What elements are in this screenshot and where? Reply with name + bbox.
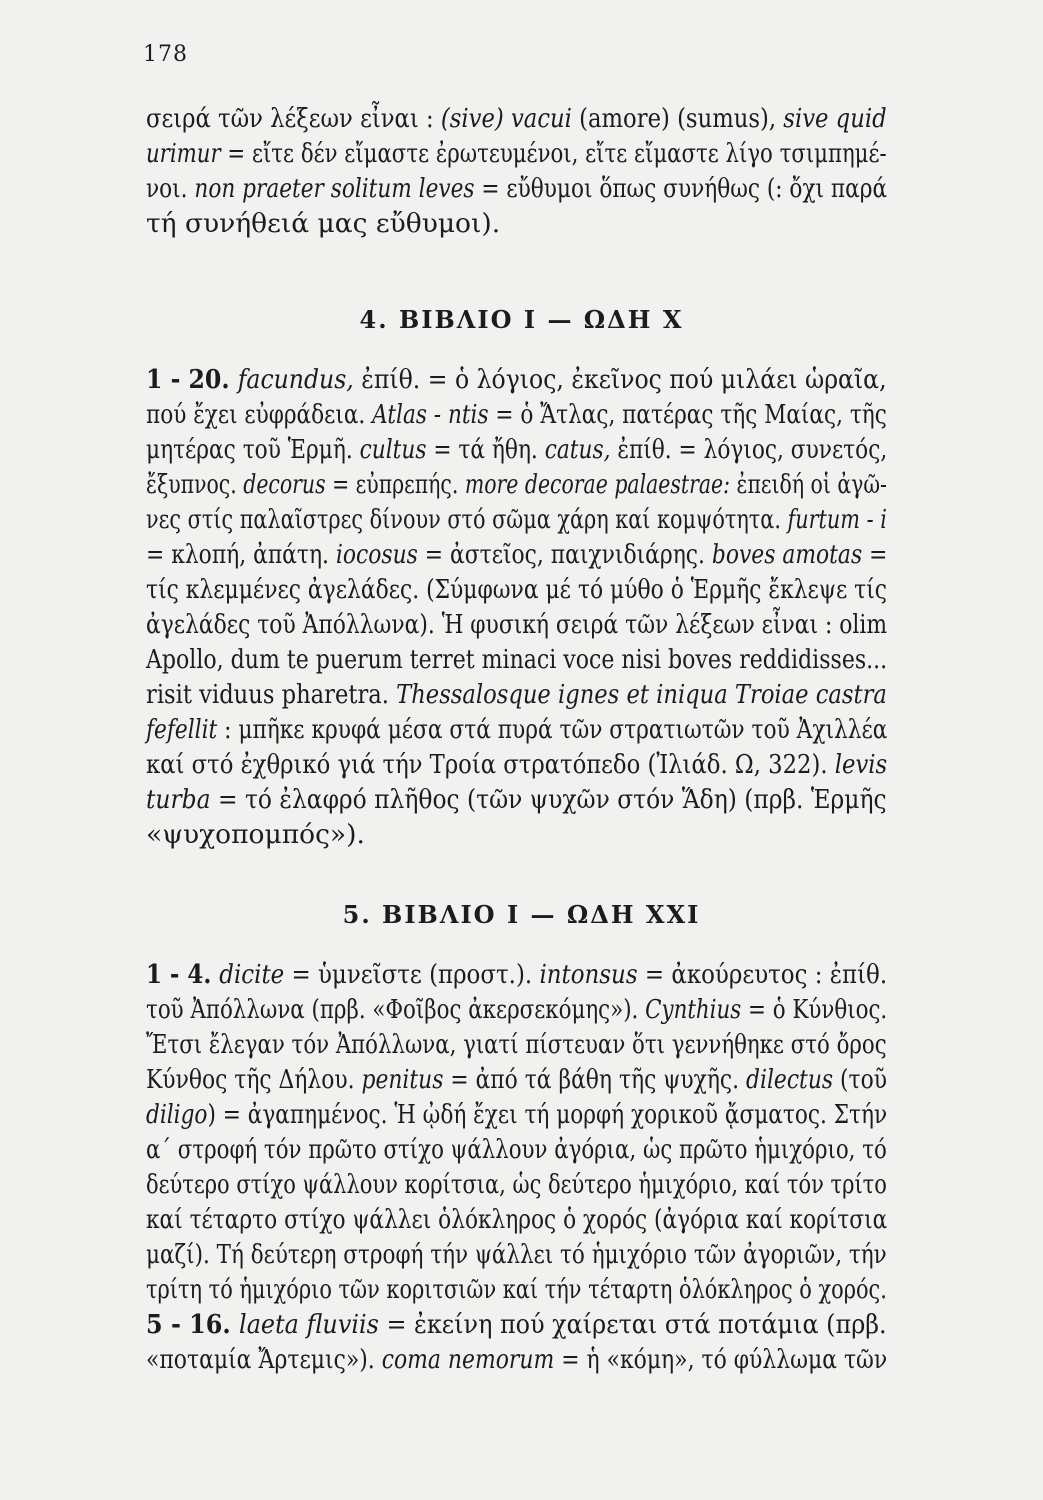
text-run: urimur	[146, 138, 221, 169]
text-run: = τά ἤθη.	[426, 434, 545, 465]
text-line	[146, 958, 887, 992]
text-run: μαζί). Τή δεύτερη στροφή τήν ψάλλει τό ἡμιχόριο τῶν ἀγοριῶν, τήν	[146, 1239, 887, 1270]
text-run: ) = ἀγαπημένος. Ἡ ᾠδή ἔχει τή μορφή χορικοῦ ᾄσματος. Στήν	[207, 1099, 888, 1130]
text-run: δεύτερο στίχο ψάλλουν κορίτσια, ὡς δεύτερο ἡμιχόριο, καί τόν τρίτο	[146, 1169, 887, 1200]
section-heading-4: 4. ΒΙΒΛΙΟ Ι — ΩΔΗ Χ	[359, 305, 684, 334]
text-run: (sive) vacui	[440, 103, 572, 134]
text-line	[146, 713, 887, 747]
text-line	[146, 137, 887, 171]
text-line	[146, 608, 887, 642]
text-run: dilectus	[746, 1064, 834, 1095]
text-run: = ἀκούρευτος : ἐπίθ.	[637, 959, 888, 990]
text-run: boves amotas	[711, 539, 863, 570]
text-run: «ψυχοπομπός»).	[146, 819, 365, 850]
text-line	[146, 1308, 887, 1342]
text-run: «ποταμία Ἄρτεμις»).	[146, 1344, 382, 1375]
text-run: νες στίς παλαῖστρες δίνουν στό σῶμα χάρη καί κομψότητα.	[146, 504, 788, 535]
text-line	[146, 503, 887, 537]
text-run: intonsus	[539, 959, 638, 990]
page-number: 178	[143, 42, 188, 67]
text-line	[146, 1063, 887, 1097]
text-run: catus,	[544, 434, 611, 465]
text-line	[146, 363, 887, 397]
text-run: laeta fluviis	[239, 1309, 379, 1340]
text-line	[146, 818, 365, 852]
text-run: sive quid	[783, 103, 887, 134]
text-run: turba	[146, 784, 211, 815]
text-run: furtum - i	[787, 504, 887, 535]
text-run: α΄ στροφή τόν πρῶτο στίχο ψάλλουν ἀγόρια, ὡς πρῶτο ἡμιχόριο, τό	[146, 1134, 887, 1165]
text-run: μητέρας τοῦ Ἑρμῆ.	[146, 434, 360, 465]
text-run: = ὁ Κύνθιος.	[741, 994, 888, 1025]
text-run: non praeter solitum leves	[194, 173, 475, 204]
text-line	[146, 468, 887, 502]
text-run: = εὐπρεπής.	[325, 469, 465, 500]
text-run: coma nemorum	[381, 1344, 555, 1375]
text-line	[146, 1133, 887, 1167]
text-line	[146, 1028, 887, 1062]
text-run: = ὑμνεῖστε (προστ.).	[284, 959, 540, 990]
text-run: iocosus	[335, 539, 418, 570]
text-run: ἐπίθ. = ὁ λόγιος, ἐκεῖνος πού μιλάει ὡραῖα,	[353, 364, 887, 395]
text-run: τίς κλεμμένες ἀγελάδες. (Σύμφωνα μέ τό μύθο ὁ Ἑρμῆς ἔκλεψε τίς	[146, 574, 888, 605]
text-run: σειρά τῶν λέξεων εἶναι :	[146, 103, 441, 134]
text-line	[146, 1273, 887, 1307]
text-run: τή συνήθειά μας εὔθυμοι).	[146, 208, 501, 239]
text-run: Apollo, dum te puerum terret minaci voce nisi boves reddidisses...	[146, 644, 888, 675]
text-run: = ἡ «κόμη», τό φύλλωμα τῶν	[554, 1344, 888, 1375]
text-run: ἐπειδή οἱ ἀγῶ-	[730, 469, 887, 500]
text-run: πού ἔχει εὐφράδεια.	[146, 399, 373, 430]
text-run: : μπῆκε κρυφά μέσα στά πυρά τῶν στρατιωτῶν τοῦ Ἀχιλλέα	[217, 714, 888, 745]
text-run: 1 - 20.	[146, 364, 238, 395]
text-line	[146, 1343, 887, 1377]
text-line	[146, 643, 887, 677]
text-line	[146, 433, 887, 467]
text-line	[146, 207, 500, 241]
text-run: τοῦ Ἀπόλλωνα (πρβ. «Φοῖβος ἀκερσεκόμης»).	[146, 994, 646, 1025]
text-run: = κλοπή, ἀπάτη.	[146, 539, 336, 570]
text-run: καί τέταρτο στίχο ψάλλει ὁλόκληρος ὁ χορός (ἀγόρια καί κορίτσια	[146, 1204, 888, 1235]
text-run: diligo	[146, 1099, 208, 1130]
text-line	[146, 1238, 887, 1272]
text-run: risit viduus pharetra.	[146, 679, 397, 710]
text-run: dicite	[219, 959, 285, 990]
text-run: = ἀπό τά βάθη τῆς ψυχῆς.	[443, 1064, 747, 1095]
text-line	[146, 1168, 887, 1202]
text-line	[146, 573, 887, 607]
text-run: = εὔθυμοι ὅπως συνήθως (: ὄχι παρά	[474, 173, 888, 204]
text-run: ἔξυπνος.	[146, 469, 244, 500]
text-run: = ἐκείνη πού χαίρεται στά ποτάμια (πρβ.	[378, 1309, 887, 1340]
text-run: cultus	[359, 434, 427, 465]
text-run: τρίτη τό ἡμιχόριο τῶν κοριτσιῶν καί τήν τέταρτη ὁλόκληρος ὁ χορός.	[146, 1274, 887, 1305]
text-run: Atlas - ntis	[372, 399, 489, 430]
text-run: (τοῦ	[833, 1064, 888, 1095]
text-line	[146, 1203, 887, 1237]
text-run: = ὁ Ἄτλας, πατέρας τῆς Μαίας, τῆς	[488, 399, 887, 430]
text-run: decorus	[243, 469, 326, 500]
text-line	[146, 172, 887, 206]
text-run: facundus,	[237, 364, 354, 395]
text-run: 1 - 4.	[146, 959, 220, 990]
text-line	[146, 783, 887, 817]
text-run: fefellit	[146, 714, 218, 745]
text-line	[146, 993, 887, 1027]
text-line	[146, 748, 887, 782]
text-run: ἐπίθ. = λόγιος, συνετός,	[610, 434, 888, 465]
text-line	[146, 1098, 887, 1132]
text-run: = τό ἐλαφρό πλῆθος (τῶν ψυχῶν στόν Ἅδη) (πρβ. Ἑρμῆς	[210, 784, 887, 815]
text-line	[146, 398, 887, 432]
text-run: (amore) (sumus),	[571, 103, 784, 134]
text-line	[146, 538, 887, 572]
text-run: levis	[834, 749, 888, 780]
text-run: more decorae palaestrae:	[464, 469, 731, 500]
text-run: = εἴτε δέν εἴμαστε ἐρωτευμένοι, εἴτε εἴμαστε λίγο τσιμπημέ-	[220, 138, 887, 169]
text-run: penitus	[361, 1064, 444, 1095]
text-run: = ἀστεῖος, παιχνιδιάρης.	[417, 539, 712, 570]
section-heading-5: 5. ΒΙΒΛΙΟ Ι — ΩΔΗ ΧΧΙ	[342, 900, 701, 929]
text-run: ἀγελάδες τοῦ Ἀπόλλωνα). Ἡ φυσική σειρά τῶν λέξεων εἶναι : olim	[146, 609, 888, 640]
text-line	[146, 102, 887, 136]
text-run: =	[862, 539, 888, 570]
text-run: Κύνθος τῆς Δήλου.	[146, 1064, 362, 1095]
text-run: καί στό ἐχθρικό γιά τήν Τροία στρατόπεδο (Ἰλιάδ. Ω, 322).	[146, 749, 835, 780]
text-line	[146, 678, 887, 712]
text-run: Thessalosque ignes et iniqua Troiae castra	[396, 679, 887, 710]
text-run: Cynthius	[645, 994, 742, 1025]
text-run: 5 - 16.	[146, 1309, 240, 1340]
text-run: Ἔτσι ἔλεγαν τόν Ἀπόλλωνα, γιατί πίστευαν ὅτι γεννήθηκε στό ὄρος	[146, 1029, 887, 1060]
text-run: νοι.	[146, 173, 195, 204]
